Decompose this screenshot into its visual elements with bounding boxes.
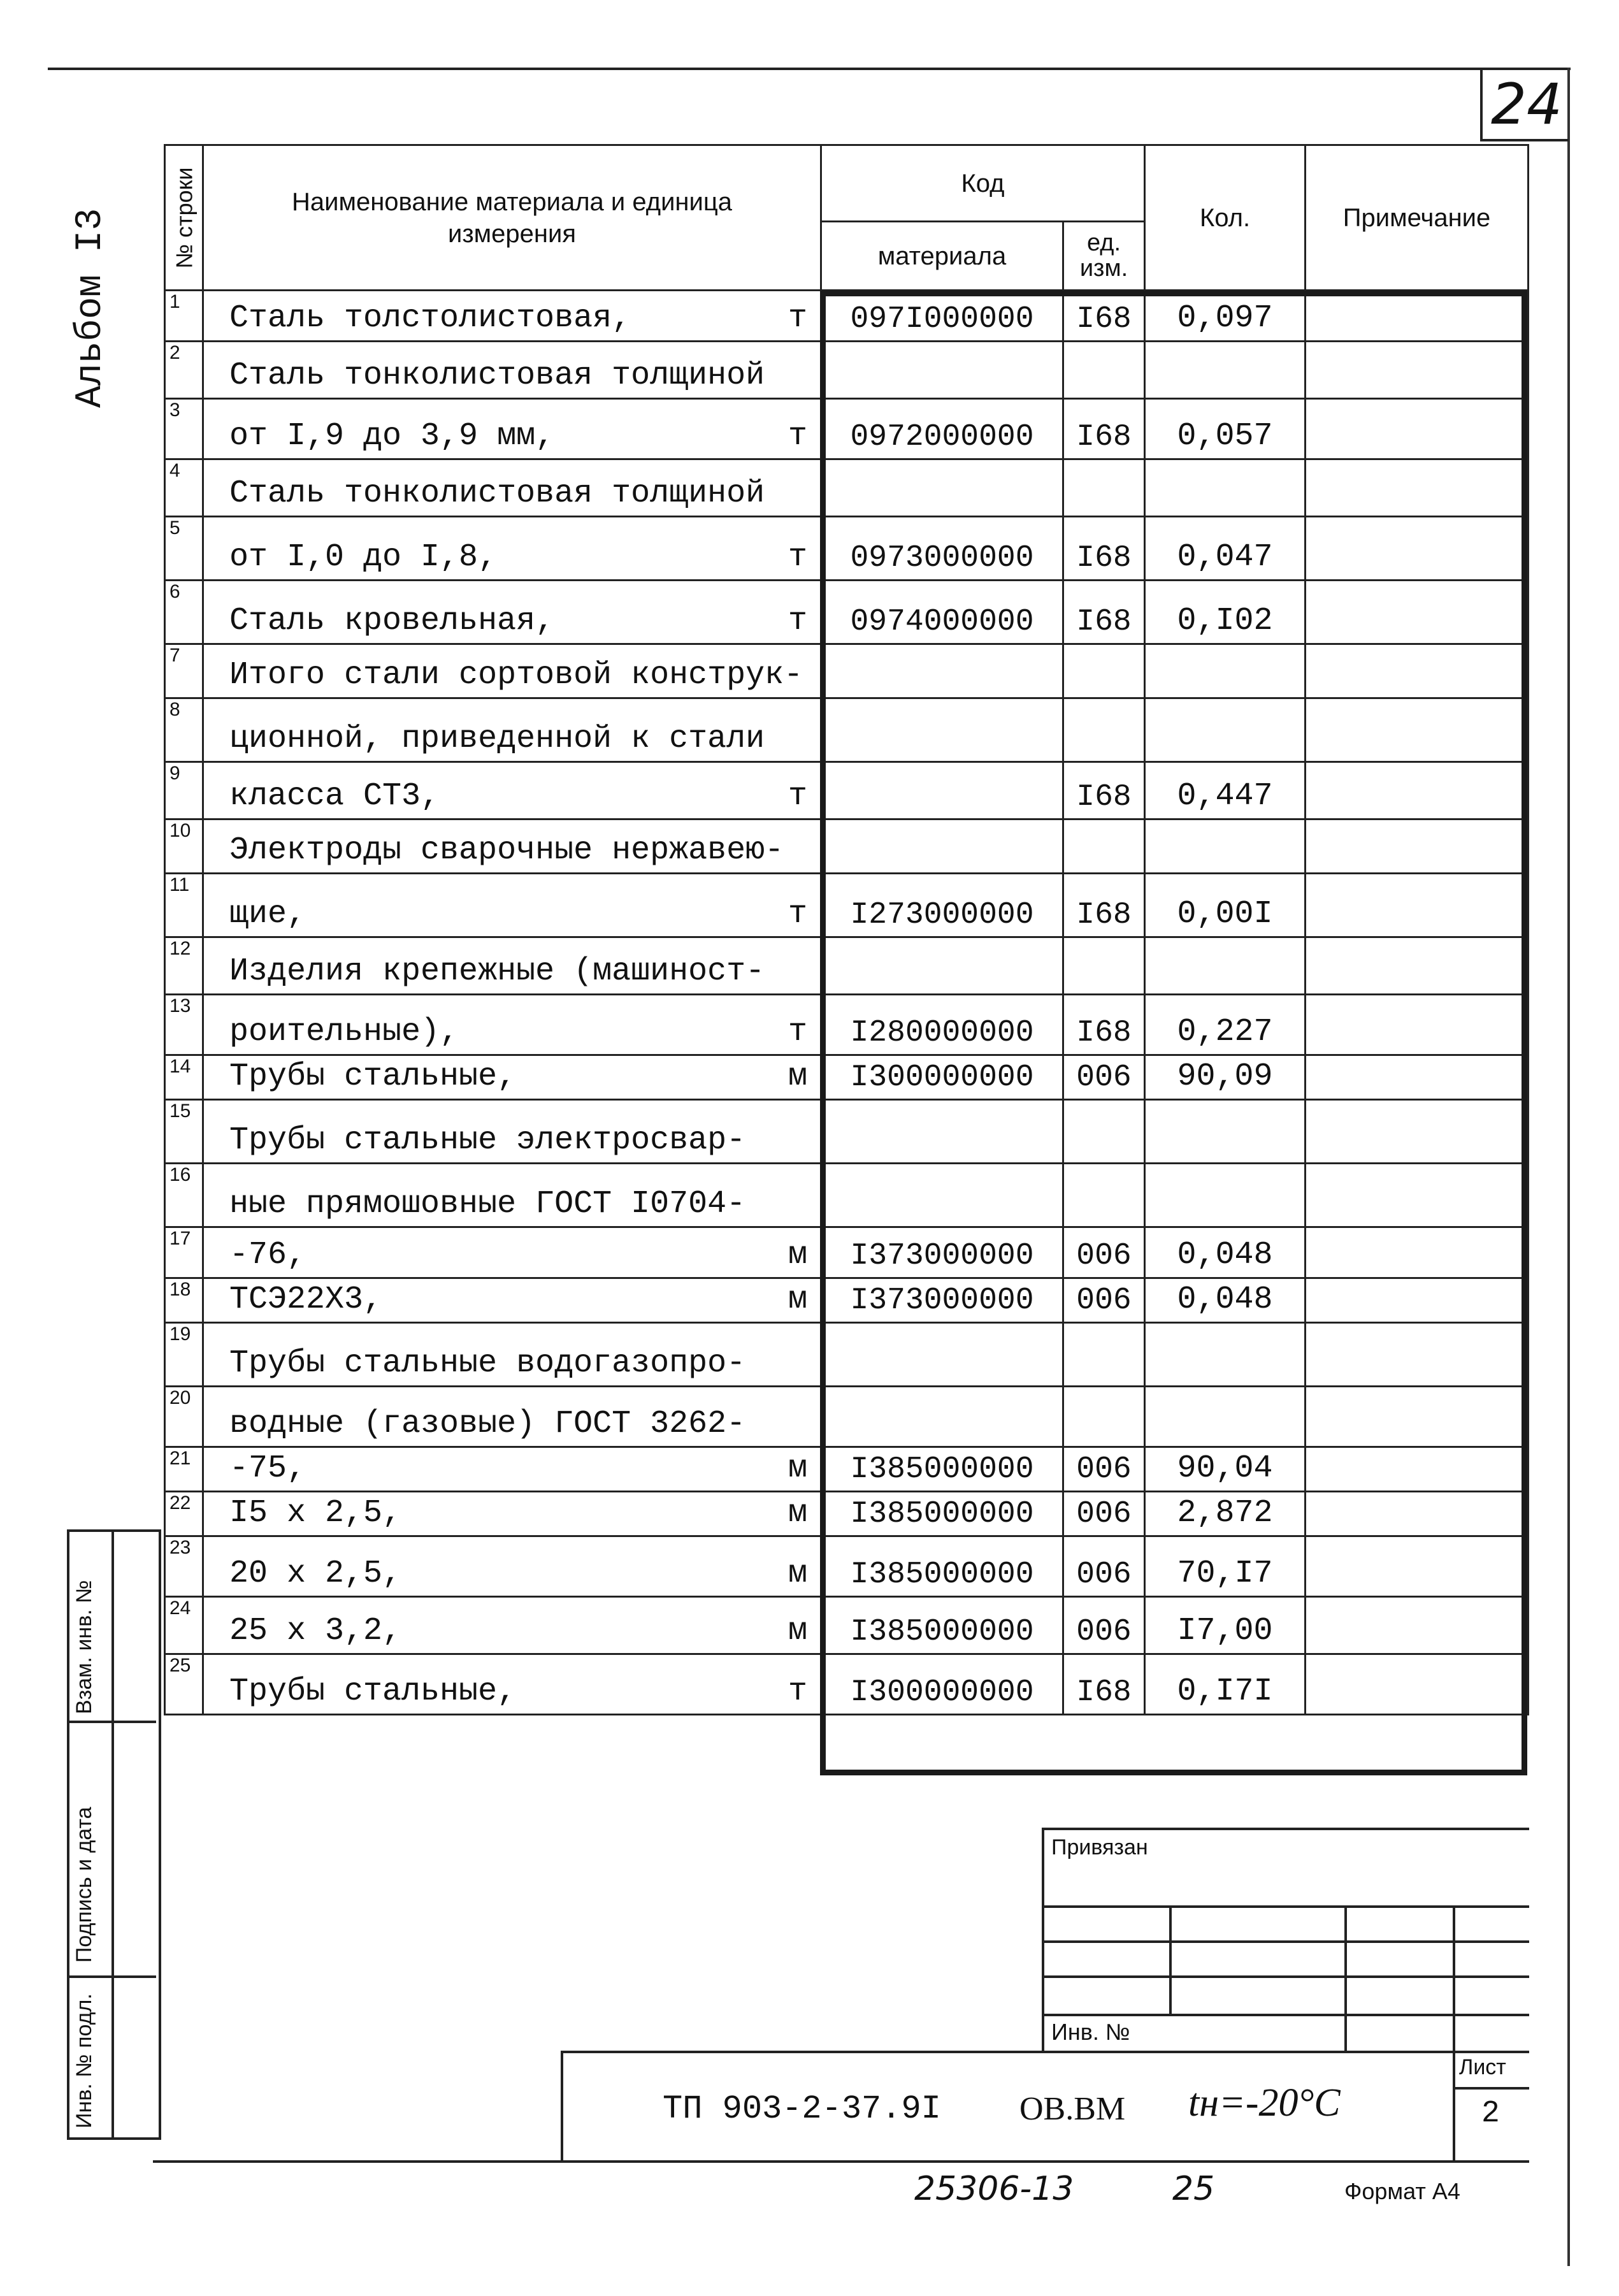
quantity: 2,872: [1145, 1492, 1306, 1536]
note-cell: [1306, 1055, 1529, 1100]
table-row: [165, 342, 1529, 399]
material-unit: т: [788, 1014, 807, 1050]
note-cell: [1306, 937, 1529, 995]
row-number: 3: [165, 399, 203, 459]
row-number: 8: [165, 698, 203, 762]
table-row: [165, 459, 1529, 517]
unit-code: 006: [1063, 1278, 1145, 1323]
quantity: 0,048: [1145, 1227, 1306, 1278]
note-cell: [1306, 644, 1529, 698]
material-unit: м: [788, 1058, 807, 1095]
unit-code: 006: [1063, 1055, 1145, 1100]
unit-code: I68: [1063, 581, 1145, 644]
material-code: I300000000: [821, 1055, 1063, 1100]
quantity: 0,097: [1145, 291, 1306, 342]
unit-code: I68: [1063, 517, 1145, 581]
material-code: I273000000: [821, 874, 1063, 937]
material-name: Трубы стальные,: [229, 1673, 517, 1710]
material-name-cell: [203, 581, 821, 644]
tb-main-top-line: [561, 2051, 1529, 2053]
note-cell: [1306, 291, 1529, 342]
material-name: Сталь толстолистовая,: [229, 300, 631, 336]
table-row: [165, 698, 1529, 762]
page-number: 24: [1491, 71, 1562, 137]
quantity: [1145, 1164, 1306, 1227]
material-name-cell: [203, 819, 821, 874]
material-code: 0974000000: [821, 581, 1063, 644]
material-code: 097I000000: [821, 291, 1063, 342]
material-unit: м: [788, 1556, 807, 1592]
material-code: [821, 762, 1063, 819]
row-number: 12: [165, 937, 203, 995]
table-row: [165, 1387, 1529, 1447]
material-name-cell: [203, 1323, 821, 1387]
table-row: [165, 517, 1529, 581]
row-number: 24: [165, 1597, 203, 1654]
material-unit: м: [788, 1282, 807, 1318]
quantity: [1145, 459, 1306, 517]
material-name: роительные),: [229, 1014, 459, 1050]
unit-code: [1063, 937, 1145, 995]
material-name: от I,9 до 3,9 мм,: [229, 418, 555, 454]
left-stamp: [67, 1529, 156, 2135]
note-cell: [1306, 1654, 1529, 1715]
material-name-cell: [203, 995, 821, 1055]
material-code: [821, 819, 1063, 874]
quantity: [1145, 1387, 1306, 1447]
material-unit: м: [788, 1450, 807, 1487]
row-number: 11: [165, 874, 203, 937]
material-code: I280000000: [821, 995, 1063, 1055]
material-name-cell: [203, 291, 821, 342]
material-code: [821, 459, 1063, 517]
note-cell: [1306, 995, 1529, 1055]
material-code: I385000000: [821, 1447, 1063, 1492]
material-name-cell: [203, 459, 821, 517]
material-name-cell: [203, 1100, 821, 1164]
table-row: [165, 399, 1529, 459]
right-border-line: [1567, 68, 1570, 2266]
material-name-cell: [203, 1278, 821, 1323]
unit-code: [1063, 698, 1145, 762]
note-cell: [1306, 1227, 1529, 1278]
tb-doc-code: ТП 903-2-37.9I: [663, 2090, 941, 2128]
stamp-separator-2: [67, 1975, 156, 1978]
note-cell: [1306, 1536, 1529, 1597]
stamp-separator-1: [67, 1721, 156, 1723]
row-number: 18: [165, 1278, 203, 1323]
row-number: 10: [165, 819, 203, 874]
material-name: класса СТ3,: [229, 778, 440, 814]
note-cell: [1306, 517, 1529, 581]
note-cell: [1306, 1164, 1529, 1227]
material-code: [821, 1100, 1063, 1164]
row-number: 5: [165, 517, 203, 581]
note-cell: [1306, 698, 1529, 762]
unit-code: I68: [1063, 1654, 1145, 1715]
unit-code: [1063, 819, 1145, 874]
row-number: 1: [165, 291, 203, 342]
note-cell: [1306, 1278, 1529, 1323]
material-code: [821, 937, 1063, 995]
material-name: I5 x 2,5,: [229, 1495, 402, 1531]
note-cell: [1306, 874, 1529, 937]
unit-code: I68: [1063, 291, 1145, 342]
unit-code: I68: [1063, 399, 1145, 459]
tb-vline-2: [1169, 1905, 1172, 2014]
quantity: [1145, 819, 1306, 874]
row-number: 2: [165, 342, 203, 399]
material-name-cell: [203, 1447, 821, 1492]
material-name: Итого стали сортовой конструк-: [229, 657, 803, 693]
material-code: [821, 1387, 1063, 1447]
material-name-cell: [203, 1387, 821, 1447]
row-number: 14: [165, 1055, 203, 1100]
header-quantity: Кол.: [1145, 145, 1306, 291]
tb-row-line-1: [1042, 1905, 1529, 1908]
material-name: Сталь тонколистовая толщиной: [229, 475, 765, 512]
note-cell: [1306, 1492, 1529, 1536]
table-row: [165, 1536, 1529, 1597]
row-number: 7: [165, 644, 203, 698]
material-code: [821, 698, 1063, 762]
tb-top-line: [1042, 1828, 1529, 1830]
material-name-cell: [203, 937, 821, 995]
material-code: [821, 1164, 1063, 1227]
material-name: 20 x 2,5,: [229, 1556, 402, 1592]
material-name: ные прямошовные ГОСТ I0704-: [229, 1186, 746, 1222]
material-unit: т: [788, 1673, 807, 1710]
material-name: Трубы стальные электросвар-: [229, 1122, 746, 1159]
tb-list-label: Лист: [1459, 2055, 1506, 2079]
row-number: 20: [165, 1387, 203, 1447]
material-code: [821, 644, 1063, 698]
unit-code: 006: [1063, 1492, 1145, 1536]
material-name: -75,: [229, 1450, 306, 1487]
row-number: 9: [165, 762, 203, 819]
table-row: [165, 1492, 1529, 1536]
material-name: Трубы стальные,: [229, 1058, 517, 1095]
unit-code: [1063, 644, 1145, 698]
unit-code: [1063, 459, 1145, 517]
material-name-cell: [203, 517, 821, 581]
material-unit: т: [788, 603, 807, 639]
table-row: [165, 1055, 1529, 1100]
material-unit: т: [788, 778, 807, 814]
table-row: [165, 762, 1529, 819]
quantity: 0,447: [1145, 762, 1306, 819]
row-number: 23: [165, 1536, 203, 1597]
stamp-vzam-label: Взам. инв. №: [72, 1580, 96, 1714]
material-unit: т: [788, 896, 807, 932]
header-row-number: № строки: [165, 145, 203, 291]
material-name-cell: [203, 1597, 821, 1654]
footer-format: Формат А4: [1344, 2178, 1460, 2204]
table-row: [165, 581, 1529, 644]
material-name: 25 x 3,2,: [229, 1613, 402, 1649]
row-number: 21: [165, 1447, 203, 1492]
quantity: [1145, 1323, 1306, 1387]
top-border-line: [48, 68, 1571, 70]
note-cell: [1306, 1323, 1529, 1387]
table-row: [165, 819, 1529, 874]
tb-vline-3: [1344, 1905, 1347, 2051]
unit-code: [1063, 1387, 1145, 1447]
material-name: Электроды сварочные нержавею-: [229, 832, 784, 869]
quantity: 90,09: [1145, 1055, 1306, 1100]
material-name-cell: [203, 342, 821, 399]
material-code: I385000000: [821, 1597, 1063, 1654]
unit-code: I68: [1063, 762, 1145, 819]
material-name-cell: [203, 399, 821, 459]
unit-code: [1063, 1164, 1145, 1227]
unit-code: 006: [1063, 1597, 1145, 1654]
table-row: [165, 1323, 1529, 1387]
material-name-cell: [203, 1654, 821, 1715]
table-row: [165, 1597, 1529, 1654]
tb-bottom-line: [153, 2160, 1529, 2163]
material-code: I385000000: [821, 1492, 1063, 1536]
note-cell: [1306, 399, 1529, 459]
material-code: I373000000: [821, 1278, 1063, 1323]
header-material-name: Наименование материала и единица измерения: [203, 145, 821, 291]
table-row: [165, 1227, 1529, 1278]
note-cell: [1306, 459, 1529, 517]
stamp-col-values: [112, 1529, 161, 2140]
quantity: 0,I02: [1145, 581, 1306, 644]
material-name-cell: [203, 1055, 821, 1100]
tb-list-number: 2: [1481, 2097, 1500, 2131]
unit-code: [1063, 1100, 1145, 1164]
tb-privyazan: Привязан: [1051, 1835, 1148, 1859]
quantity: 0,047: [1145, 517, 1306, 581]
material-unit: т: [788, 539, 807, 575]
quantity: 0,057: [1145, 399, 1306, 459]
unit-code: 006: [1063, 1227, 1145, 1278]
row-number: 19: [165, 1323, 203, 1387]
tb-row-line-2: [1042, 1940, 1529, 1943]
table-row: [165, 1164, 1529, 1227]
quantity: 70,I7: [1145, 1536, 1306, 1597]
note-cell: [1306, 1100, 1529, 1164]
header-code-material: материала: [821, 222, 1063, 291]
material-name: Сталь кровельная,: [229, 603, 555, 639]
table-row: [165, 1278, 1529, 1323]
quantity: I7,00: [1145, 1597, 1306, 1654]
table-row: [165, 937, 1529, 995]
table-row: [165, 1654, 1529, 1715]
material-name: Изделия крепежные (машиност-: [229, 953, 765, 990]
row-number: 6: [165, 581, 203, 644]
material-name-cell: [203, 1164, 821, 1227]
note-cell: [1306, 1387, 1529, 1447]
unit-code: I68: [1063, 874, 1145, 937]
material-name: водные (газовые) ГОСТ 3262-: [229, 1406, 746, 1442]
tb-vline-4: [1453, 1905, 1455, 2160]
unit-code: 006: [1063, 1447, 1145, 1492]
material-code: 0972000000: [821, 399, 1063, 459]
header-code-unit: ед. изм.: [1063, 222, 1145, 291]
note-cell: [1306, 762, 1529, 819]
unit-code: 006: [1063, 1536, 1145, 1597]
footer-archive-number: 25306-13: [914, 2170, 1074, 2208]
row-number: 13: [165, 995, 203, 1055]
material-name: ционной, приведенной к стали: [229, 721, 765, 757]
material-name: Сталь тонколистовая толщиной: [229, 357, 765, 394]
quantity: [1145, 698, 1306, 762]
material-name-cell: [203, 1227, 821, 1278]
material-code: I385000000: [821, 1536, 1063, 1597]
material-unit: м: [788, 1495, 807, 1531]
material-name-cell: [203, 698, 821, 762]
tb-temperature: tн=-20°С: [1188, 2081, 1341, 2125]
material-name: ТСЭ22Х3,: [229, 1282, 383, 1318]
unit-code: [1063, 342, 1145, 399]
material-name-cell: [203, 1536, 821, 1597]
stamp-inv-label: Инв. № подл.: [72, 1993, 96, 2128]
material-name: щие,: [229, 896, 306, 932]
tb-main-left-vline: [561, 2051, 563, 2160]
tb-row-line-3: [1042, 1975, 1529, 1978]
material-name: от I,0 до I,8,: [229, 539, 498, 575]
table-row: [165, 1447, 1529, 1492]
material-name: Трубы стальные водогазопро-: [229, 1345, 746, 1382]
note-cell: [1306, 1597, 1529, 1654]
footer-page: 25: [1172, 2170, 1215, 2208]
table-row: [165, 1100, 1529, 1164]
material-name-cell: [203, 644, 821, 698]
tb-list-line: [1453, 2087, 1529, 2090]
material-code: I373000000: [821, 1227, 1063, 1278]
quantity: 90,04: [1145, 1447, 1306, 1492]
row-number: 17: [165, 1227, 203, 1278]
material-unit: м: [788, 1237, 807, 1273]
album-label: Альбом I3: [70, 208, 112, 408]
row-number: 4: [165, 459, 203, 517]
header-code: Код: [821, 145, 1145, 222]
quantity: 0,227: [1145, 995, 1306, 1055]
unit-code: I68: [1063, 995, 1145, 1055]
table-row: [165, 291, 1529, 342]
table-row: [165, 644, 1529, 698]
tb-inv-no: Инв. №: [1051, 2019, 1130, 2045]
row-number: 25: [165, 1654, 203, 1715]
material-name: -76,: [229, 1237, 306, 1273]
tb-left-vline: [1042, 1828, 1044, 2051]
quantity: [1145, 342, 1306, 399]
material-unit: т: [788, 300, 807, 336]
row-number: 16: [165, 1164, 203, 1227]
note-cell: [1306, 342, 1529, 399]
material-code: [821, 1323, 1063, 1387]
material-unit: т: [788, 418, 807, 454]
row-number: 15: [165, 1100, 203, 1164]
note-cell: [1306, 581, 1529, 644]
tb-row-line-4: [1042, 2014, 1529, 2016]
quantity: 0,00I: [1145, 874, 1306, 937]
material-code: 0973000000: [821, 517, 1063, 581]
material-name-cell: [203, 874, 821, 937]
tb-doc-mark: ОВ.ВМ: [1019, 2091, 1126, 2127]
row-number: 22: [165, 1492, 203, 1536]
note-cell: [1306, 1447, 1529, 1492]
material-code: [821, 342, 1063, 399]
material-code: I300000000: [821, 1654, 1063, 1715]
header-note: Примечание: [1306, 145, 1529, 291]
materials-table: [164, 144, 1529, 1715]
table-row: [165, 995, 1529, 1055]
unit-code: [1063, 1323, 1145, 1387]
quantity: [1145, 1100, 1306, 1164]
material-name-cell: [203, 1492, 821, 1536]
material-unit: м: [788, 1613, 807, 1649]
stamp-podpis-label: Подпись и дата: [72, 1807, 96, 1963]
quantity: 0,I7I: [1145, 1654, 1306, 1715]
table-row: [165, 874, 1529, 937]
quantity: [1145, 937, 1306, 995]
material-name-cell: [203, 762, 821, 819]
quantity: 0,048: [1145, 1278, 1306, 1323]
quantity: [1145, 644, 1306, 698]
note-cell: [1306, 819, 1529, 874]
